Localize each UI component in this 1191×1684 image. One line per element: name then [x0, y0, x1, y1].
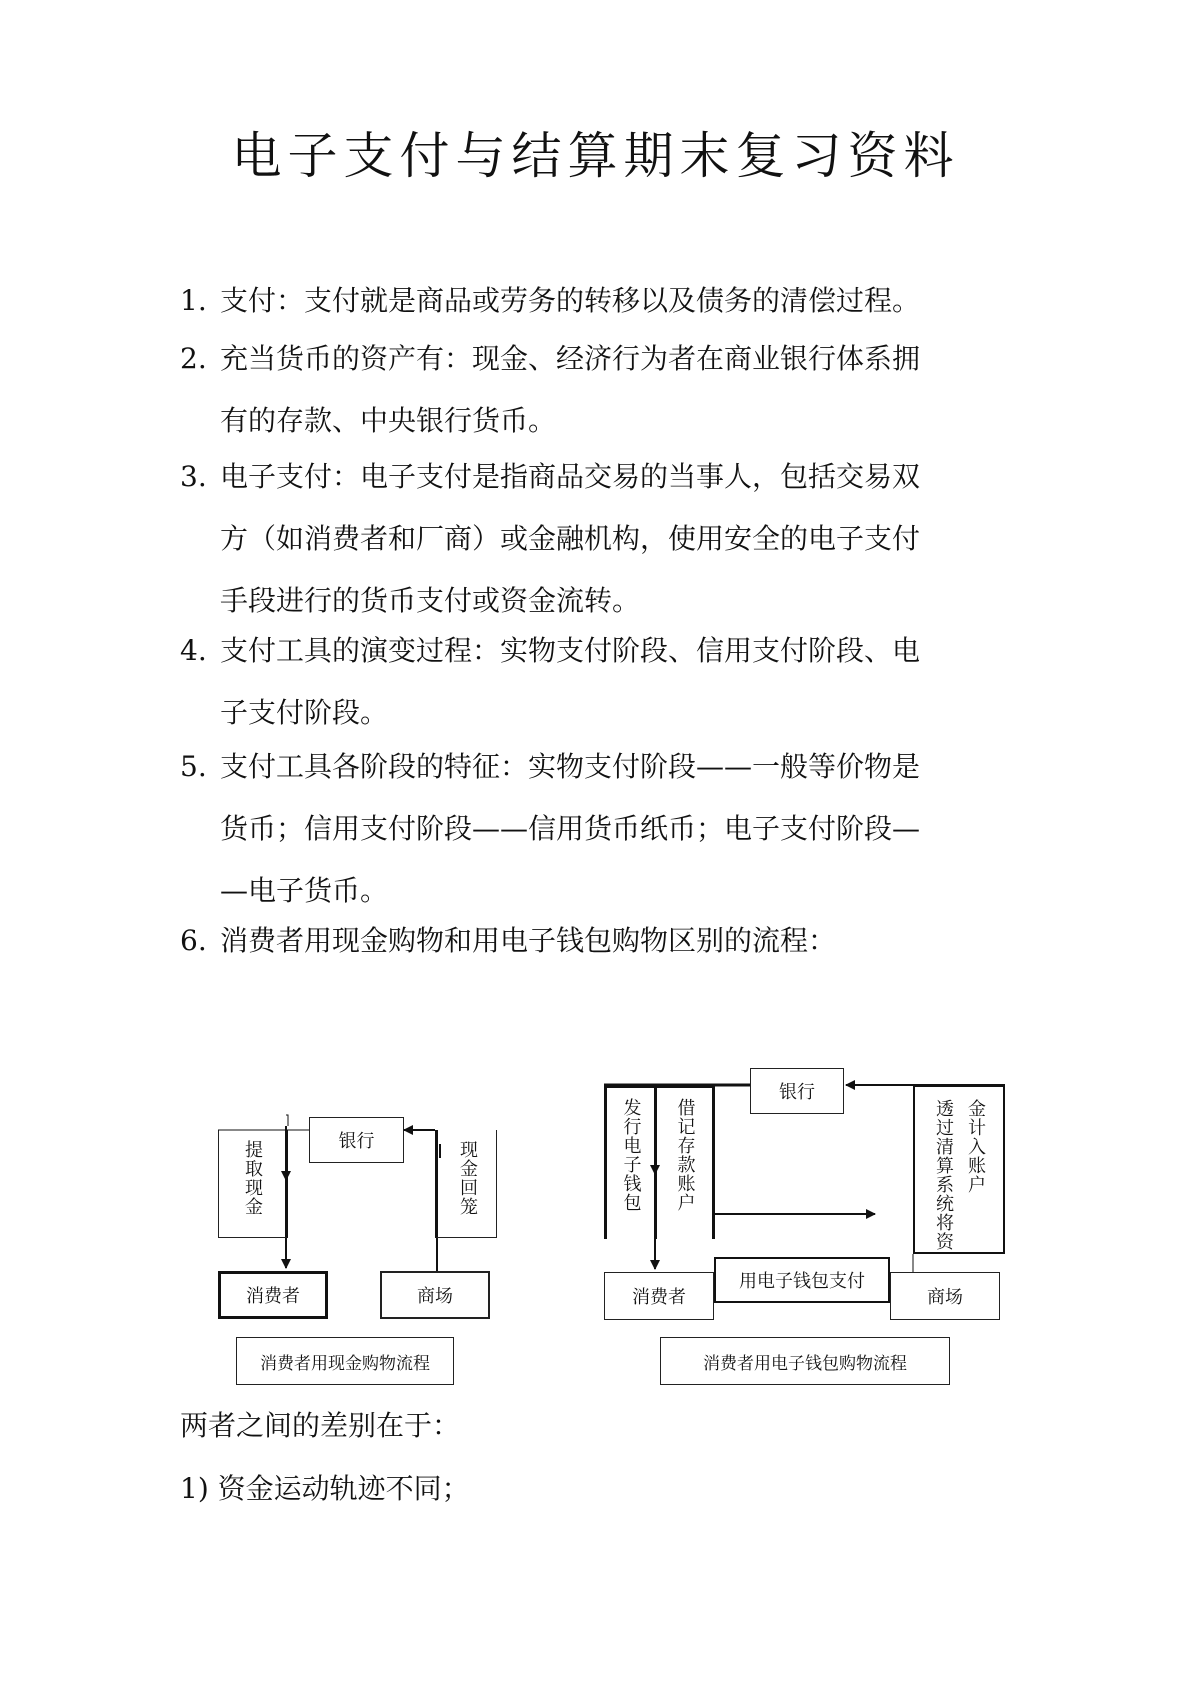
- list-number: 2.: [180, 342, 207, 375]
- list-number: 6.: [180, 924, 207, 957]
- list-number: 1.: [180, 284, 207, 317]
- cash-caption-label: 消费者用现金购物流程: [260, 1353, 430, 1374]
- ewallet-bank-label: 银行: [779, 1082, 815, 1103]
- ewallet-pay-label: 用电子钱包支付: [739, 1271, 865, 1292]
- list-line: 支付：支付就是商品或劳务的转移以及债务的清偿过程。: [220, 284, 921, 317]
- cash-return-label: 现金回笼: [457, 1140, 478, 1216]
- list-line: 手段进行的货币支付或资金流转。: [220, 584, 641, 617]
- list-line: —电子货币。: [220, 874, 389, 907]
- ewallet-mall-label: 商场: [927, 1287, 963, 1308]
- list-number: 5.: [180, 750, 207, 783]
- difference-heading: 两者之间的差别在于：: [180, 1409, 461, 1442]
- list-line: 消费者用现金购物和用电子钱包购物区别的流程：: [220, 924, 837, 957]
- cash-bank-label: 银行: [338, 1131, 375, 1152]
- document-title: 电子支付与结算期末复习资料: [231, 127, 960, 185]
- issue-ewallet-label: 发行电子钱包: [620, 1098, 642, 1212]
- cash-consumer-label: 消费者: [246, 1286, 300, 1307]
- cash-mall-label: 商场: [417, 1286, 453, 1307]
- list-line: 支付工具各阶段的特征：实物支付阶段——一般等价物是: [220, 750, 921, 783]
- ewallet-caption-label: 消费者用电子钱包购物流程: [703, 1353, 907, 1374]
- list-line: 电子支付：电子支付是指商品交易的当事人，包括交易双: [220, 460, 921, 493]
- list-line: 有的存款、中央银行货币。: [220, 404, 557, 437]
- difference-item-1: 1) 资金运动轨迹不同；: [180, 1472, 470, 1505]
- withdraw-cash-label: 提取现金: [242, 1140, 263, 1216]
- credit-account-label: 金计入账户: [965, 1099, 986, 1194]
- ewallet-consumer-label: 消费者: [632, 1287, 686, 1308]
- list-line: 子支付阶段。: [220, 696, 389, 729]
- list-number: 4.: [180, 634, 207, 667]
- list-line: 充当货币的资产有：现金、经济行为者在商业银行体系拥: [220, 342, 921, 375]
- list-line: 支付工具的演变过程：实物支付阶段、信用支付阶段、电: [220, 634, 921, 667]
- list-line: 货币；信用支付阶段——信用货币纸币；电子支付阶段—: [220, 812, 921, 845]
- clearing-label: 透过清算系统将资: [933, 1099, 954, 1251]
- debit-account-label: 借记存款账户: [674, 1098, 696, 1212]
- list-number: 3.: [180, 460, 207, 493]
- list-line: 方（如消费者和厂商）或金融机构，使用安全的电子支付: [220, 522, 921, 555]
